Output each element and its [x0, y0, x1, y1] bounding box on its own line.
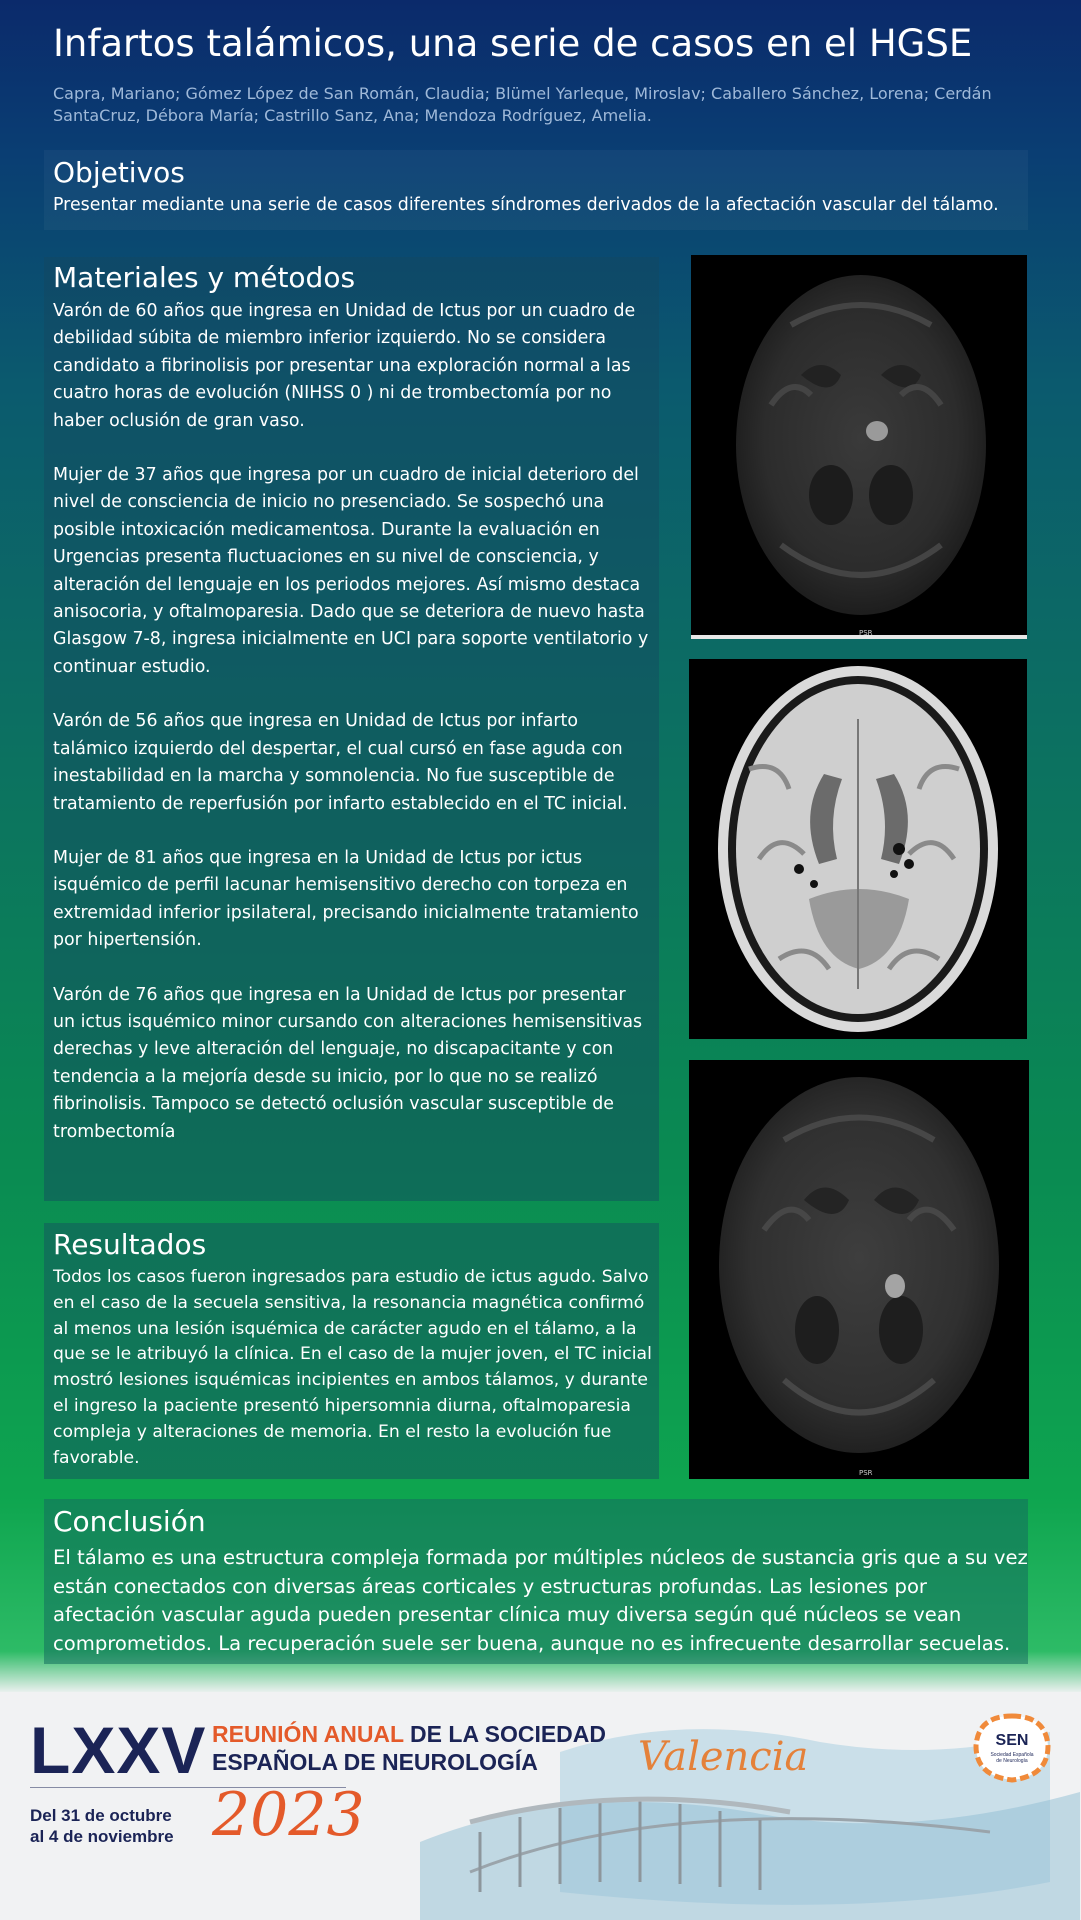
sen-logo: [972, 1712, 1052, 1784]
conclusion-text: El tálamo es una estructura compleja formada por múltiples núcleos de sustancia gris que a su vez están conectados con diversas áreas corticales y estructuras profundas. Las lesiones por afectación vascular aguda pueden presentar clínica muy diversa según qué núcleos se vean comprometidos. La recuperación suele ser buena, aunque no es infrecuente desarrollar secuelas.: [53, 1546, 1028, 1655]
brain-t2-image-2: [689, 659, 1027, 1039]
objetivos-text: Presentar mediante una serie de casos diferentes síndromes derivados de la afectación vascular del tálamo.: [53, 195, 999, 215]
case-paragraph-5: Varón de 76 años que ingresa en la Unidad de Ictus por presentar un ictus isquémico minor cursando con alteraciones hemisensitivas derechas y leve alteración del lenguaje, no discapacitante y con tendencia a la mejoría desde su inicio, por lo que no se realizó fibrinolisis. Tampoco se detectó oclusión vascular susceptible de trombectomía: [53, 984, 643, 1142]
mri-scan-dwi-3: [689, 1060, 1029, 1479]
resultados-heading: Resultados: [53, 1228, 207, 1261]
case-paragraph-2: Mujer de 37 años que ingresa por un cuadro de inicial deterioro del nivel de consciencia de inicio no presenciado. Se sospechó una posible intoxicación medicamentosa. Durante la evaluación en Urgencias presenta fluctuaciones en su nivel de consciencia, y alteración del lenguaje en los periodos mejores. Así mismo destaca anisocoria, y oftalmoparesia. Dado que se deteriora de nuevo hasta Glasgow 7-8, ingresa inicialmente en UCI para soporte ventilatorio y continuar estudio.: [53, 465, 649, 677]
congress-dates-line2: al 4 de noviembre: [30, 1827, 174, 1846]
congress-dates: [30, 1805, 174, 1847]
materiales-body: [53, 298, 653, 1173]
case-paragraph-3: Varón de 56 años que ingresa en Unidad de Ictus por infarto talámico izquierdo del despertar, el cual cursó en fase aguda con inestabilidad en la marcha y somnolencia. No fue susceptible de tratamiento de reperfusión por infarto establecido en el TC inicial.: [53, 711, 628, 814]
sen-logo-name-line1: Sociedad Española: [990, 1752, 1034, 1758]
objetivos-heading: Objetivos: [53, 156, 185, 189]
congress-name-line2: ESPAÑOLA DE NEUROLOGÍA: [212, 1749, 538, 1775]
congress-year: 2023: [212, 1780, 365, 1850]
congress-name-rest: DE LA SOCIEDAD: [403, 1721, 606, 1747]
case-paragraph-4: Mujer de 81 años que ingresa en la Unidad de Ictus por ictus isquémico de perfil lacunar hemisensitivo derecho con torpeza en extremidad inferior ipsilateral, precisando inicialmente tratamiento por hipertensión.: [53, 847, 639, 951]
congress-name: [212, 1720, 606, 1776]
congress-name-highlight: REUNIÓN ANUAL: [212, 1721, 404, 1747]
materiales-heading: Materiales y métodos: [53, 261, 356, 294]
congress-dates-line1: Del 31 de octubre: [30, 1806, 172, 1825]
conclusion-heading: Conclusión: [53, 1505, 206, 1538]
objetivos-panel: [44, 150, 1028, 230]
scan-label-3: PSR: [859, 1469, 873, 1477]
sen-logo-name: [972, 1752, 1052, 1764]
congress-city: Valencia: [638, 1734, 809, 1780]
congress-footer-banner: [0, 1692, 1081, 1920]
mri-scan-dwi-1: [691, 255, 1027, 639]
brain-dwi-image-1: [691, 255, 1027, 639]
brain-dwi-image-3: [689, 1060, 1029, 1479]
congress-edition: LXXV: [30, 1713, 207, 1787]
case-paragraph-1: Varón de 60 años que ingresa en Unidad de Ictus por un cuadro de debilidad súbita de miembro inferior izquierdo. No se considera candidato a fibrinolisis por presentar una exploración normal a las cuatro horas de evolución (NIHSS 0 ) ni de trombectomía por no haber oclusión de gran vaso.: [53, 301, 636, 431]
poster-title: Infartos talámicos, una serie de casos en el HGSE: [53, 22, 973, 65]
mri-scan-t2-2: [689, 659, 1027, 1039]
scan-label-1: PSR: [859, 629, 873, 637]
poster-authors: Capra, Mariano; Gómez López de San Román, Claudia; Blümel Yarleque, Miroslav; Caballero Sánchez, Lorena; Cerdán SantaCruz, Débora María; Castrillo Sanz, Ana; Mendoza Rodríguez, Amelia.: [53, 84, 992, 125]
sen-logo-name-line2: de Neurología: [996, 1758, 1028, 1764]
resultados-text: Todos los casos fueron ingresados para estudio de ictus agudo. Salvo en el caso de la secuela sensitiva, la resonancia magnética confirmó al menos una lesión isquémica de carácter agudo en el tálamo, a la que se le atribuyó la clínica. En el caso de la mujer joven, el TC inicial mostró lesiones isquémicas incipientes en ambos tálamos, y durante el ingreso la paciente presentó hipersomnia diurna, oftalmoparesia compleja y alteraciones de memoria. En el resto la evolución fue favorable.: [53, 1267, 652, 1468]
sen-logo-abbr: SEN: [995, 1732, 1029, 1749]
